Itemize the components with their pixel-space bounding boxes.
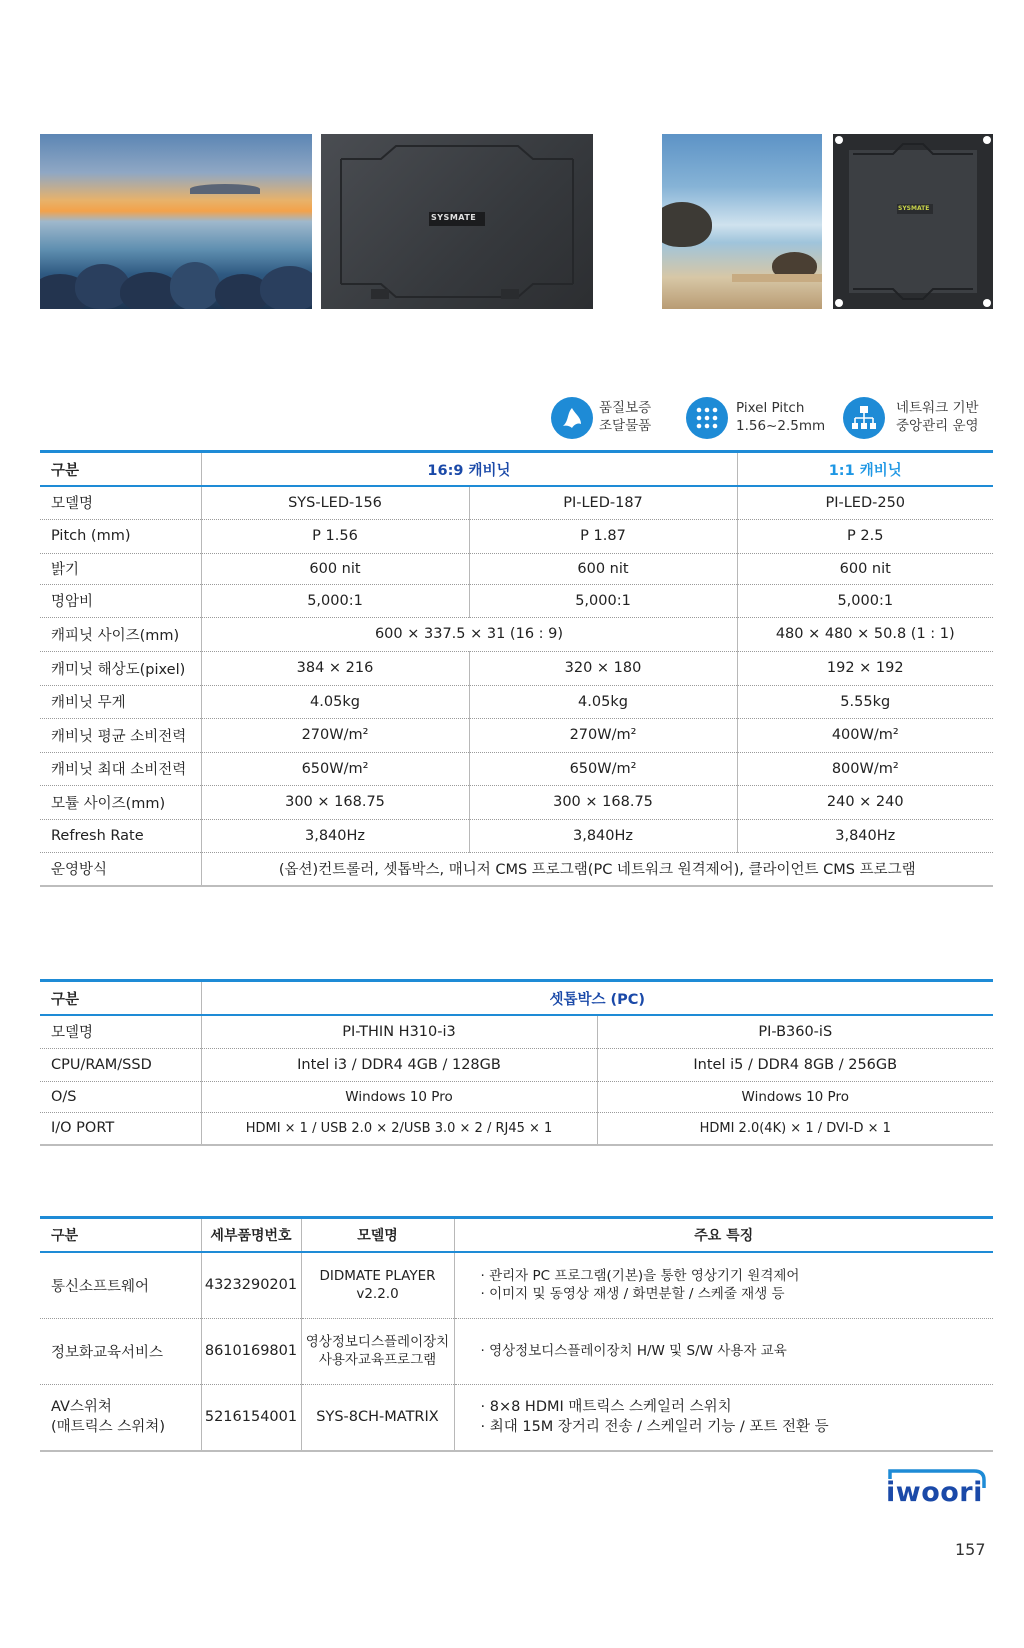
page-number: 157 (955, 1540, 986, 1559)
cell: 480 × 480 × 50.8 (1 : 1) (737, 617, 993, 651)
service-table (40, 1216, 993, 1452)
quality-icon (551, 397, 593, 439)
row-label (40, 1252, 201, 1318)
table-row (40, 1015, 993, 1048)
table-row (40, 1318, 993, 1384)
cell: PI-LED-250 (737, 486, 993, 519)
table-row (40, 519, 993, 553)
table-row (40, 685, 993, 718)
table-row (40, 1252, 993, 1318)
part-number: 4323290201 (201, 1252, 301, 1318)
cell: 5.55kg (737, 685, 993, 718)
cell: 800W/m² (737, 752, 993, 785)
row-label: 캐미닛 해상도(pixel) (40, 651, 201, 685)
features-cell (454, 1318, 993, 1384)
cell: 400W/m² (737, 718, 993, 752)
logo-text: iwoori (886, 1477, 983, 1508)
cell: P 1.56 (201, 519, 469, 553)
row-label: I/O PORT (40, 1112, 201, 1145)
cell: 270W/m² (469, 718, 737, 752)
cell: 300 × 168.75 (469, 785, 737, 819)
header-label: 구분 (40, 981, 201, 1016)
row-label: 모튤 사이즈(mm) (40, 785, 201, 819)
row-label: CPU/RAM/SSD (40, 1048, 201, 1081)
part-number: 8610169801 (201, 1318, 301, 1384)
header-label: 구분 (40, 452, 201, 487)
feature-network-line2: 중앙관리 운영 (896, 418, 979, 434)
table-row (40, 752, 993, 785)
model-cell (301, 1318, 454, 1384)
cell: 192 × 192 (737, 651, 993, 685)
model-line1: DIDMATE PLAYER (319, 1268, 436, 1285)
row-label: 캐비닛 최대 소비전력 (40, 752, 201, 785)
table-header-row (40, 1218, 993, 1253)
table-row (40, 1112, 993, 1145)
cell: 5,000:1 (469, 584, 737, 617)
cell: 270W/m² (201, 718, 469, 752)
feature-line: · 8×8 HDMI 매트릭스 스케일러 스위치 (480, 1399, 732, 1416)
row-label: 밝기 (40, 553, 201, 584)
cell: 240 × 240 (737, 785, 993, 819)
model-line1: 영상정보디스플레이장치 (305, 1334, 450, 1350)
feature-quality-text (599, 399, 651, 435)
cell: PI-LED-187 (469, 486, 737, 519)
cell: PI-THIN H310-i3 (201, 1015, 597, 1048)
cabinet-brand-label-2: SYSMATE (898, 205, 930, 212)
cell: 3,840Hz (737, 819, 993, 852)
cell: 600 nit (737, 553, 993, 584)
features-cell (454, 1384, 993, 1451)
row-label: Refresh Rate (40, 819, 201, 852)
cell: 600 nit (469, 553, 737, 584)
header-features: 주요 특징 (454, 1218, 993, 1253)
feature-line: · 영상정보디스플레이장치 H/W 및 S/W 사용자 교육 (480, 1343, 787, 1359)
feature-line: · 이미지 및 동영상 재생 / 화면분할 / 스케줄 재생 등 (480, 1286, 785, 1303)
header-1-1-cabinet: 1:1 캐비닛 (737, 452, 993, 487)
row-label-line: 정보화교육서비스 (51, 1344, 164, 1361)
header-model: 모델명 (301, 1218, 454, 1253)
feature-line: · 최대 15M 장거리 전송 / 스케일러 기능 / 포트 전환 등 (480, 1419, 829, 1436)
cell: Windows 10 Pro (201, 1081, 597, 1112)
table-header-row (40, 981, 993, 1016)
feature-quality-line2: 조달물품 (599, 418, 652, 434)
table-row (40, 486, 993, 519)
pixel-pitch-icon (686, 397, 728, 439)
cell: Windows 10 Pro (597, 1081, 993, 1112)
row-label: 명암비 (40, 584, 201, 617)
row-label-line: AV스위쳐 (51, 1399, 112, 1416)
cell: SYS-LED-156 (201, 486, 469, 519)
cell: HDMI 2.0(4K) × 1 / DVI-D × 1 (597, 1112, 993, 1145)
cell: 600 × 337.5 × 31 (16 : 9) (201, 617, 737, 651)
table-row (40, 553, 993, 584)
row-label: 캐피닛 사이즈(mm) (40, 617, 201, 651)
header-label: 구분 (40, 1218, 201, 1253)
sunset-sea-rocks-photo (40, 134, 312, 309)
feature-quality-line1: 품질보증 (599, 400, 652, 416)
model-cell (301, 1384, 454, 1451)
cell: (옵션)컨트롤러, 셋톱박스, 매니저 CMS 프로그램(PC 네트워크 원격제어), 클라이언트 CMS 프로그램 (201, 852, 993, 886)
feature-network-text (896, 399, 979, 435)
cell: P 1.87 (469, 519, 737, 553)
iwoori-logo (886, 1467, 986, 1511)
table-row (40, 819, 993, 852)
table-row (40, 718, 993, 752)
row-label: 모델명 (40, 1015, 201, 1048)
row-label-line: 통신소프트웨어 (51, 1278, 150, 1295)
settop-box-table (40, 979, 993, 1146)
row-label: Pitch (mm) (40, 519, 201, 553)
features-cell (454, 1252, 993, 1318)
table-row (40, 584, 993, 617)
table-row (40, 1081, 993, 1112)
led-spec-table (40, 450, 993, 887)
network-icon (843, 397, 885, 439)
led-cabinet-1-1-photo (833, 134, 993, 309)
cell: Intel i3 / DDR4 4GB / 128GB (201, 1048, 597, 1081)
cell: PI-B360-iS (597, 1015, 993, 1048)
cell: 650W/m² (469, 752, 737, 785)
row-label (40, 1384, 201, 1451)
table-row (40, 1048, 993, 1081)
cell: 384 × 216 (201, 651, 469, 685)
model-line1: SYS-8CH-MATRIX (316, 1409, 439, 1426)
header-settop-box: 셋톱박스 (PC) (201, 981, 993, 1016)
led-cabinet-16-9-photo (321, 134, 593, 309)
row-label-line2: (매트릭스 스위쳐) (51, 1419, 165, 1436)
table-row (40, 852, 993, 886)
feature-line: · 관리자 PC 프로그램(기본)을 통한 영상기기 원격제어 (480, 1268, 800, 1285)
header-part-no: 세부품명번호 (201, 1218, 301, 1253)
table-row (40, 1384, 993, 1451)
cell: 650W/m² (201, 752, 469, 785)
feature-pitch-line2: 1.56~2.5mm (736, 418, 826, 434)
table-row (40, 785, 993, 819)
cell: 5,000:1 (201, 584, 469, 617)
cabinet-brand-label: SYSMATE (431, 213, 477, 222)
table-header-row (40, 452, 993, 487)
cell: 320 × 180 (469, 651, 737, 685)
cell: 300 × 168.75 (201, 785, 469, 819)
row-label: 모델명 (40, 486, 201, 519)
blue-sea-rocks-photo (662, 134, 822, 309)
cell: Intel i5 / DDR4 8GB / 256GB (597, 1048, 993, 1081)
header-16-9-cabinet: 16:9 캐비닛 (201, 452, 737, 487)
cell: 5,000:1 (737, 584, 993, 617)
model-line2: v2.2.0 (356, 1286, 399, 1303)
cell: 3,840Hz (469, 819, 737, 852)
cell: HDMI × 1 / USB 2.0 × 2/USB 3.0 × 2 / RJ45 × 1 (201, 1112, 597, 1145)
cell: P 2.5 (737, 519, 993, 553)
part-number: 5216154001 (201, 1384, 301, 1451)
row-label: 캐비닛 평균 소비전력 (40, 718, 201, 752)
feature-pitch-text (736, 399, 825, 435)
cell: 4.05kg (201, 685, 469, 718)
table-row (40, 651, 993, 685)
row-label: 운영방식 (40, 852, 201, 886)
model-line2: 사용자교육프로그램 (318, 1352, 437, 1368)
cell: 4.05kg (469, 685, 737, 718)
cell: 600 nit (201, 553, 469, 584)
row-label (40, 1318, 201, 1384)
feature-pitch-line1: Pixel Pitch (736, 400, 805, 416)
row-label: 캐비닛 무게 (40, 685, 201, 718)
row-label: O/S (40, 1081, 201, 1112)
table-row (40, 617, 993, 651)
model-cell (301, 1252, 454, 1318)
feature-network-line1: 네트워크 기반 (896, 400, 979, 416)
cell: 3,840Hz (201, 819, 469, 852)
